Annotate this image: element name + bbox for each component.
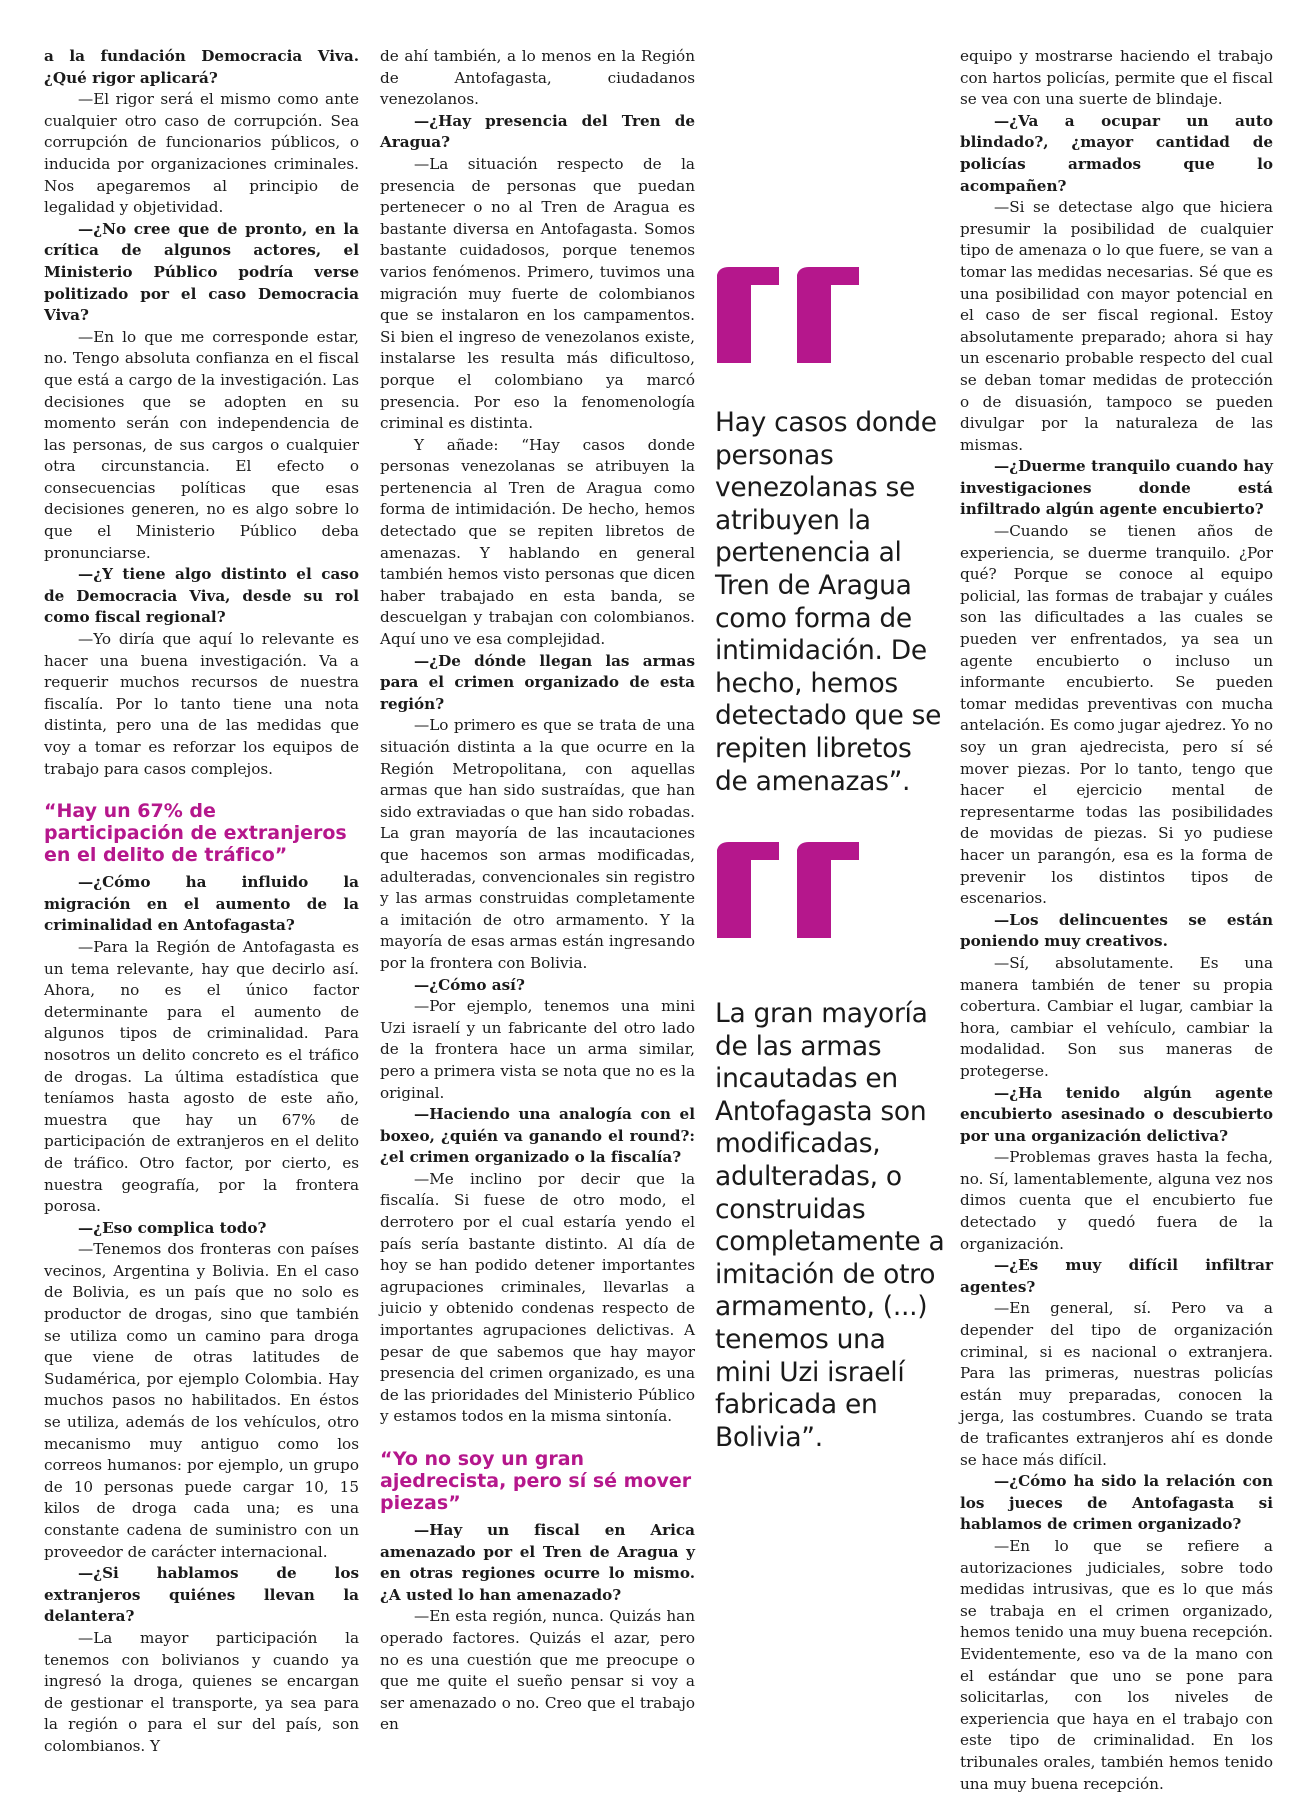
interview-question: —¿Hay presencia del Tren de Aragua? xyxy=(380,111,695,152)
interview-question: —¿Cómo ha influido la migración en el aumento de la criminalidad en Antofagasta? xyxy=(44,873,359,935)
quote-mark-icon xyxy=(715,265,875,365)
interview-answer: —Lo primero es que se trata de una situación distinta a la que ocurre en la Región Metropolitana, con aquellas armas que han sido sustraídas, que han sido extraviadas o que han sido robadas. La gran mayoría de las incautaciones que hacemos son armas modificadas, adulteradas, convencionales sin registro y las armas construidas completamente a imitación de otro armamento. Y la mayoría de esas armas están ingresando por la frontera con Bolivia. xyxy=(380,716,695,972)
interview-question: —¿Cómo así? xyxy=(414,975,525,994)
text-column-3 xyxy=(960,46,1273,1795)
interview-answer: Y añade: “Hay casos donde personas venezolanas se atribuyen la pertenencia al Tren de Aragua como forma de intimidación. De hecho, hemos detectado que se repiten libretos de amenazas. Y hablando en general también hemos visto personas que dicen haber trabajado en esta banda, se descuelgan y trabajan con colombianos. Aquí uno ve esa complejidad. xyxy=(380,435,695,649)
interview-answer: —En esta región, nunca. Quizás han operado factores. Quizás el azar, pero no es una cuestión que me preocupe o que me quite el sueño pensar si voy a ser amenazado o no. Creo que el trabajo en xyxy=(380,1607,695,1734)
interview-question: —¿Es muy difícil infiltrar agentes? xyxy=(960,1256,1273,1296)
pull-quote-text: Hay casos donde personas venezolanas se atribuyen la pertenencia al Tren de Aragua como forma de intimidación. De hecho, hemos detectado que se repiten libretos de amenazas”. xyxy=(715,407,942,797)
interview-question: —Haciendo una analogía con el boxeo, ¿quién va ganando el round?: ¿el crimen organizado o la fiscalía? xyxy=(380,1105,695,1167)
interview-question: —Los delincuentes se están poniendo muy creativos. xyxy=(960,910,1273,951)
interview-question: —¿Ha tenido algún agente encubierto asesinado o descubierto por una organización delictiva? xyxy=(960,1083,1273,1145)
quote-mark-icon xyxy=(715,840,875,940)
interview-question: —¿Va a ocupar un auto blindado?, ¿mayor cantidad de policías armados que lo acompañen? xyxy=(960,111,1273,195)
interview-answer: —Me inclino por decir que la fiscalía. Si fuese de otro modo, el derrotero por el cual estaría yendo el país sería bastante distinto. Al día de hoy se han podido detener importantes agrupaciones criminales, llevarlas a juicio y obtenido condenas respecto de importantes agrupaciones delictivas. A pesar de que sabemos que hay mayor presencia del crimen organizado, es una de las prioridades del Ministerio Público y estamos todos en la misma sintonía. xyxy=(380,1169,695,1426)
interview-question: —¿Y tiene algo distinto el caso de Democracia Viva, desde su rol como fiscal regional? xyxy=(44,565,359,627)
interview-answer: de ahí también, a lo menos en la Región de Antofagasta, ciudadanos venezolanos. xyxy=(380,47,695,109)
text-column-2 xyxy=(380,46,695,1736)
text-column-1 xyxy=(44,46,359,1758)
interview-answer: —Por ejemplo, tenemos una mini Uzi israelí y un fabricante del otro lado de la frontera hace un arma similar, pero a primera vista se nota que no es la original. xyxy=(380,997,695,1102)
interview-question: —¿De dónde llegan las armas para el crimen organizado de esta región? xyxy=(380,651,695,713)
interview-answer: —En lo que se refiere a autorizaciones judiciales, sobre todo medidas intrusivas, que es lo que más se trabaja en el crimen organizado, hemos tenido una muy buena recepción. Evidentemente, eso va de la mano con el estándar que uno se pone para solicitarlas, con los niveles de experiencia que haya en el trabajo con este tipo de criminalidad. En los tribunales orales, también hemos tenido una muy buena recepción. xyxy=(960,1536,1273,1793)
interview-question: —¿No cree que de pronto, en la crítica de algunos actores, el Ministerio Público podría verse politizado por el caso Democracia Viva? xyxy=(44,219,359,325)
interview-answer: —La situación respecto de la presencia de personas que puedan pertenecer o no al Tren de Aragua es bastante diversa en Antofagasta. Somos bastante cuidadosos, porque tenemos varios fenómenos. Primero, tuvimos una migración muy fuerte de colombianos que se instalaron en los campamentos. Si bien el ingreso de venezolanos existe, instalarse les resulta más dificultoso, porque el colombiano ya marcó presencia. Por eso la fenomenología criminal es distinta. xyxy=(380,154,695,433)
interview-answer: —Si se detectase algo que hiciera presumir la posibilidad de cualquier tipo de amenaza o lo que fuere, se van a tomar las medidas necesarias. Sé que es una posibilidad con mayor potencial en el caso de ser fiscal regional. Estoy absolutamente preparado; ahora si hay un escenario probable respecto del cual se deban tomar medidas de protección o de disuasión, tampoco se pueden divulgar por la naturaleza de las mismas. xyxy=(960,198,1273,454)
pull-quote-2 xyxy=(715,840,945,1454)
pull-quote-1 xyxy=(715,265,945,798)
interview-answer: —En lo que me corresponde estar, no. Tengo absoluta confianza en el fiscal que está a cargo de la investigación. Las decisiones que se adopten en su momento serán con independencia de las personas, de sus cargos o cualquier otra circunstancia. El efecto o consecuencias políticas que esas decisiones generen, no es algo sobre lo que el Ministerio Público deba pronunciarse. xyxy=(44,327,359,562)
interview-answer: —Yo diría que aquí lo relevante es hacer una buena investigación. Va a requerir muchos recursos de nuestra fiscalía. Por lo tanto tiene una nota distinta, pero una de las medidas que voy a tomar es reforzar los equipos de trabajo para casos complejos. xyxy=(44,630,359,778)
interview-question: —¿Si hablamos de los extranjeros quiénes llevan la delantera? xyxy=(44,1564,359,1626)
interview-answer: —Tenemos dos fronteras con países vecinos, Argentina y Bolivia. En el caso de Bolivia, es un país que no solo es productor de drogas, sino que también se utiliza como un camino para droga que viene de otras latitudes de Sudamérica, por ejemplo Colombia. Hay muchos pasos no habilitados. En éstos se utiliza, además de los vehículos, otro mecanismo muy antiguo como los correos humanos: por ejemplo, un grupo de 10 personas puede cargar 10, 15 kilos de droga cada una; es una constante cadena de suministro con un proveedor de carácter internacional. xyxy=(44,1240,359,1561)
interview-question: —¿Eso complica todo? xyxy=(78,1218,267,1237)
pull-quote-text: La gran mayoría de las armas incautadas en Antofagasta son modificadas, adulteradas, o construidas completamente a imitación de otro armamento, (...) tenemos una mini Uzi israelí fabricada en Bolivia”. xyxy=(715,998,945,1453)
section-subheading: “Yo no soy un gran ajedrecista, pero sí sé mover piezas” xyxy=(380,1448,692,1514)
interview-answer: —Para la Región de Antofagasta es un tema relevante, hay que decirlo así. Ahora, no es el único factor determinante para el aumento de algunos tipos de criminalidad. Para nosotros un delito concreto es el tráfico de drogas. La última estadística que teníamos hasta agosto de este año, muestra que hay un 67% de participación de extranjeros en el delito de tráfico. Otro factor, por cierto, es nuestra geografía, por la frontera porosa. xyxy=(44,937,359,1216)
interview-question: —¿Duerme tranquilo cuando hay investigaciones donde está infiltrado algún agente encubierto? xyxy=(960,457,1273,519)
interview-question: a la fundación Democracia Viva. ¿Qué rigor aplicará? xyxy=(44,47,359,87)
interview-answer: —La mayor participación la tenemos con bolivianos y cuando ya ingresó la droga, quienes se encargan de gestionar el transporte, ya sea para la región o para el sur del país, son colombianos. Y xyxy=(44,1628,359,1755)
interview-question: —Hay un fiscal en Arica amenazado por el Tren de Aragua y en otras regiones ocurre lo mismo. ¿A usted lo han amenazado? xyxy=(380,1521,695,1604)
interview-answer: equipo y mostrarse haciendo el trabajo con hartos policías, permite que el fiscal se vea con una suerte de blindaje. xyxy=(960,47,1273,109)
section-subheading: “Hay un 67% de participación de extranjeros en el delito de tráfico” xyxy=(44,800,347,867)
interview-answer: —Problemas graves hasta la fecha, no. Sí, lamentablemente, alguna vez nos dimos cuenta que el encubierto fue detectado y quedó fuera de la organización. xyxy=(960,1148,1273,1253)
interview-answer: —El rigor será el mismo como ante cualquier otro caso de corrupción. Sea corrupción de funcionarios públicos, o inducida por organizaciones criminales. Nos apegaremos al principio de legalidad y objetividad. xyxy=(44,90,359,217)
interview-answer: —En general, sí. Pero va a depender del tipo de organización criminal, si es nacional o extranjera. Para las primeras, nuestras policías están muy preparadas, conocen la jerga, las costumbres. Cuando se trata de traficantes extranjeros ahí es donde se hace más difícil. xyxy=(960,1299,1273,1469)
interview-answer: —Sí, absolutamente. Es una manera también de tener su propia cobertura. Cambiar el lugar, cambiar la hora, cambiar el vehículo, cambiar la modalidad. Son sus maneras de protegerse. xyxy=(960,953,1273,1080)
interview-answer: —Cuando se tienen años de experiencia, se duerme tranquilo. ¿Por qué? Porque se conoce al equipo policial, las formas de trabajar y cuáles son las dificultades a las cuales se pueden ver enfrentados, ya sea un agente encubierto o incluso un informante encubierto. Se pueden tomar medidas preventivas con mucha antelación. Es como jugar ajedrez. Yo no soy un gran ajedrecista, pero sí sé mover piezas. Por lo tanto, tengo que hacer el ejercicio mental de representarme todas las posibilidades de movidas de piezas. Si yo pudiese hacer un parangón, esa es la forma de prevenir los distintos tipos de escenarios. xyxy=(960,522,1273,908)
interview-question: —¿Cómo ha sido la relación con los jueces de Antofagasta si hablamos de crimen organizado? xyxy=(960,1472,1273,1534)
